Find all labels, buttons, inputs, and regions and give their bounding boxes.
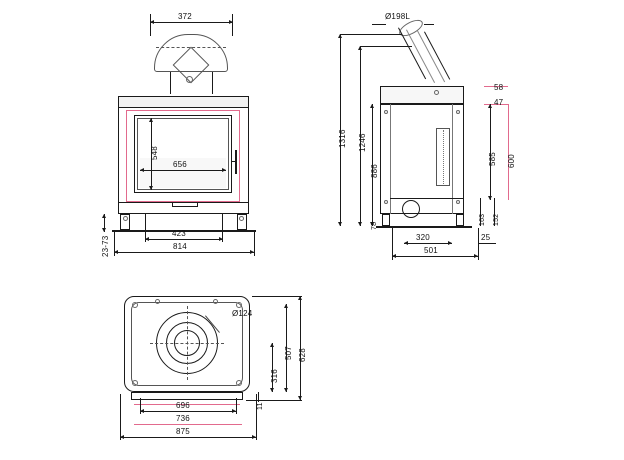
arrow-left bbox=[140, 168, 144, 172]
dim-814: 814 bbox=[173, 242, 187, 251]
bolt-icon bbox=[239, 216, 244, 221]
dim-875: 875 bbox=[176, 427, 190, 436]
dim-line-423 bbox=[145, 239, 223, 240]
bolt-icon bbox=[456, 200, 460, 204]
support-right bbox=[222, 214, 223, 230]
dim-320: 320 bbox=[416, 233, 430, 242]
dim-1246: 1246 bbox=[358, 133, 367, 152]
dim-25: 25 bbox=[481, 233, 491, 242]
dim-423: 423 bbox=[172, 229, 186, 238]
dim-628: 628 bbox=[298, 348, 307, 362]
dim-585: 585 bbox=[488, 152, 497, 166]
ext-line bbox=[150, 14, 151, 36]
dim-line-501 bbox=[392, 256, 478, 257]
dim-47: 47 bbox=[494, 98, 504, 107]
dim-line-656 bbox=[140, 170, 226, 171]
dim-line-11 bbox=[258, 392, 259, 402]
dim-58: 58 bbox=[494, 83, 504, 92]
center-line-v bbox=[187, 306, 188, 380]
dim-line-736 bbox=[134, 424, 242, 425]
dim-11: 11 bbox=[257, 402, 264, 410]
screw-icon bbox=[434, 90, 439, 95]
bolt-icon bbox=[456, 110, 460, 114]
flue-edge-left bbox=[398, 28, 426, 80]
dim-line-25 bbox=[478, 243, 496, 244]
ext-line bbox=[232, 14, 233, 36]
dim-124: Ø124 bbox=[232, 309, 253, 318]
ash-lip bbox=[172, 202, 198, 207]
dim-23-73: 23-73 bbox=[101, 235, 110, 257]
dim-600: 600 bbox=[507, 154, 516, 168]
dim-507: 507 bbox=[284, 346, 293, 360]
dim-886: 886 bbox=[370, 164, 379, 178]
bolt-icon bbox=[384, 200, 388, 204]
dim-line-875 bbox=[120, 437, 256, 438]
bolt-icon bbox=[213, 299, 218, 304]
arrow-up bbox=[102, 214, 106, 218]
dim-line-320 bbox=[404, 243, 452, 244]
dim-736: 736 bbox=[176, 414, 190, 423]
dim-372: 372 bbox=[178, 12, 192, 21]
dim-78: 78 bbox=[371, 221, 378, 230]
leg-right bbox=[456, 214, 464, 226]
floor-line bbox=[376, 226, 472, 228]
dim-flue-diameter: Ø198L bbox=[385, 12, 411, 21]
support-left bbox=[145, 214, 146, 230]
leg-left bbox=[382, 214, 390, 226]
air-intake-port bbox=[402, 200, 420, 218]
arrow-right bbox=[222, 168, 226, 172]
front-flange bbox=[131, 392, 243, 400]
arrow-down bbox=[149, 186, 153, 190]
dim-line-600 bbox=[508, 104, 509, 200]
bolt-icon bbox=[132, 380, 138, 386]
arrow-up bbox=[149, 118, 153, 122]
dim-line-316 bbox=[272, 343, 273, 392]
top-band bbox=[119, 97, 248, 107]
bolt-icon bbox=[123, 216, 128, 221]
dim-line-372 bbox=[150, 22, 233, 23]
screw-icon bbox=[186, 76, 193, 83]
dim-line-814 bbox=[114, 252, 254, 253]
dim-548: 548 bbox=[150, 146, 159, 160]
dim-501: 501 bbox=[424, 246, 438, 255]
dim-line-696 bbox=[140, 411, 236, 412]
arrow-down bbox=[102, 228, 106, 232]
dim-696: 696 bbox=[176, 401, 190, 410]
dim-1316: 1316 bbox=[338, 129, 347, 148]
bolt-icon bbox=[155, 299, 160, 304]
dim-656: 656 bbox=[173, 160, 187, 169]
bolt-icon bbox=[236, 302, 242, 308]
bolt-icon bbox=[236, 380, 242, 386]
dim-316: 316 bbox=[270, 369, 279, 383]
door-handle bbox=[235, 150, 237, 174]
bolt-icon bbox=[132, 302, 138, 308]
bolt-icon bbox=[384, 110, 388, 114]
dim-163: 163 bbox=[479, 213, 486, 226]
dim-152: 152 bbox=[493, 213, 500, 226]
